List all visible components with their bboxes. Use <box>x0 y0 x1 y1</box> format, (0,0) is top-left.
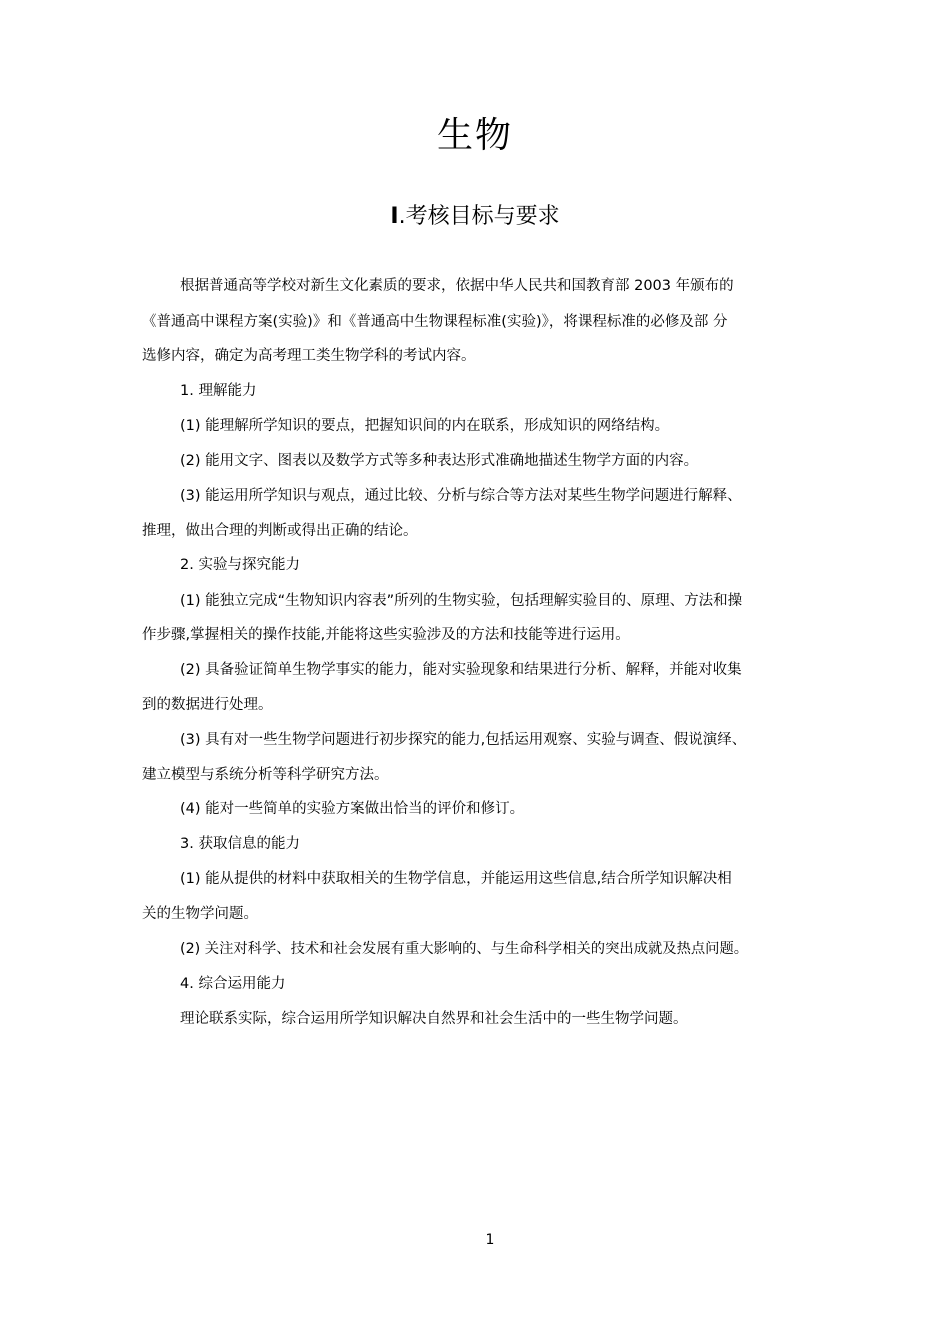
list-heading: 3. 获取信息的能力 <box>180 836 300 852</box>
list-item: (2) 具备验证简单生物学事实的能力，能对实验现象和结果进行分析、解释，并能对收集 <box>180 662 742 678</box>
section-numeral: Ⅰ <box>390 204 399 229</box>
list-item-continuation: 建立模型与系统分析等科学研究方法。 <box>142 767 389 783</box>
list-item: (2) 能用文字、图表以及数学方式等多种表达形式准确地描述生物学方面的内容。 <box>180 453 699 469</box>
list-heading: 4. 综合运用能力 <box>180 976 286 992</box>
list-item: (2) 关注对科学、技术和社会发展有重大影响的、与生命科学相关的突出成就及热点问题。 <box>180 941 749 957</box>
list-item: (3) 能运用所学知识与观点，通过比较、分析与综合等方法对某些生物学问题进行解释、 <box>180 488 742 504</box>
list-item-continuation: 作步骤,掌握相关的操作技能,并能将这些实验涉及的方法和技能等进行运用。 <box>142 627 630 643</box>
document-title: 生物 <box>436 115 513 156</box>
paragraph-line: 选修内容，确定为高考理工类生物学科的考试内容。 <box>142 348 476 364</box>
list-item-continuation: 关的生物学问题。 <box>142 906 258 922</box>
paragraph-line: 《普通高中课程方案(实验)》和《普通高中生物课程标准(实验)》，将课程标准的必修及部 分 <box>142 314 728 330</box>
list-item: (4) 能对一些简单的实验方案做出恰当的评价和修订。 <box>180 801 525 817</box>
page-number: 1 <box>485 1232 495 1248</box>
list-heading: 1. 理解能力 <box>180 383 257 399</box>
list-item: (1) 能从提供的材料中获取相关的生物学信息，并能运用这些信息,结合所学知识解决相 <box>180 871 732 887</box>
list-heading: 2. 实验与探究能力 <box>180 557 300 573</box>
list-item: (1) 能理解所学知识的要点，把握知识间的内在联系，形成知识的网络结构。 <box>180 418 670 434</box>
list-item: (3) 具有对一些生物学问题进行初步探究的能力,包括运用观察、实验与调查、假说演绎、 <box>180 732 747 748</box>
section-heading <box>0 200 950 234</box>
list-item: (1) 能独立完成“生物知识内容表”所列的生物实验，包括理解实验目的、原理、方法和操 <box>180 593 743 609</box>
paragraph-line: 理论联系实际，综合运用所学知识解决自然界和社会生活中的一些生物学问题。 <box>180 1011 688 1027</box>
paragraph-line: 根据普通高等学校对新生文化素质的要求，依据中华人民共和国教育部 2003 年颁布的 <box>180 278 734 294</box>
list-item-continuation: 推理，做出合理的判断或得出正确的结论。 <box>142 523 418 539</box>
section-title: .考核目标与要求 <box>398 204 560 229</box>
list-item-continuation: 到的数据进行处理。 <box>142 697 273 713</box>
